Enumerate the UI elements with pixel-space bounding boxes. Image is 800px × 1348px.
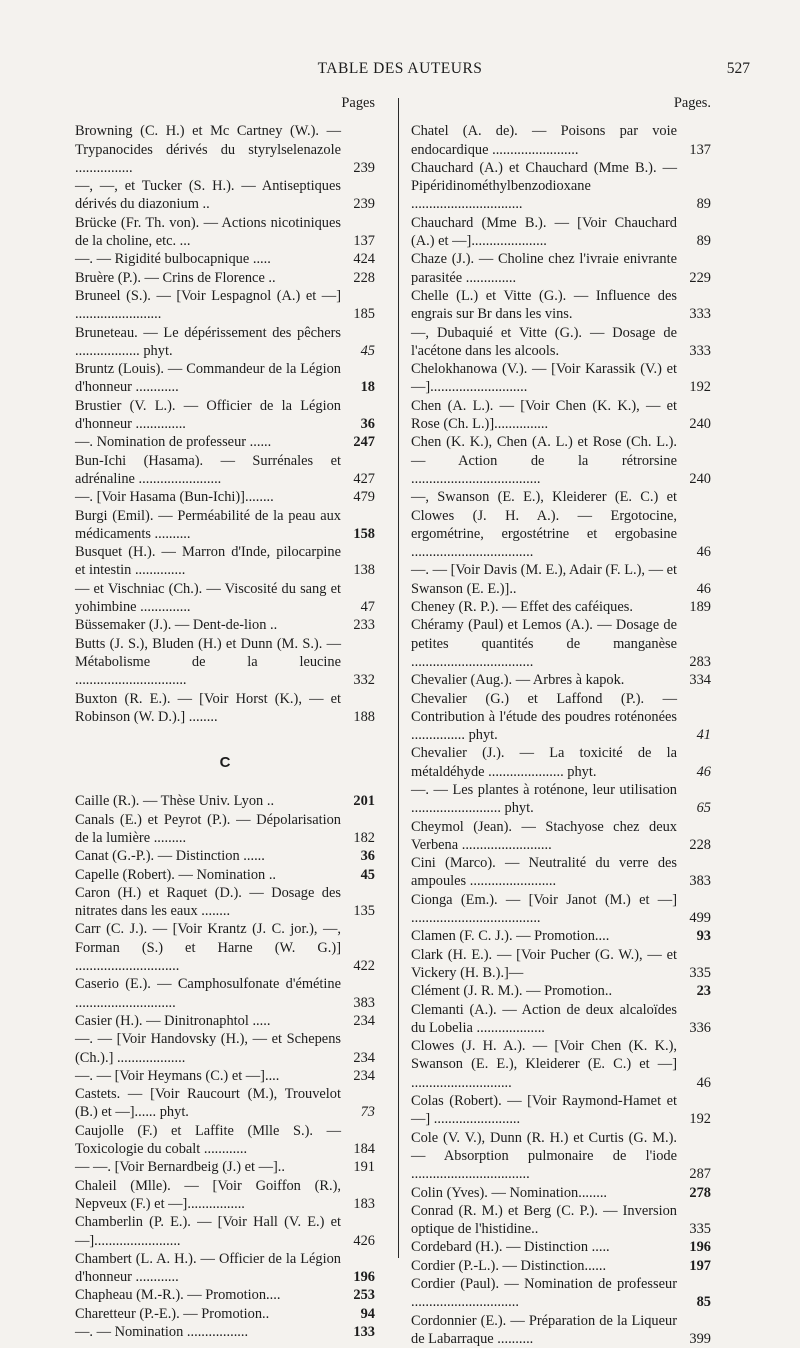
index-entry (411, 927, 711, 945)
index-entry (75, 580, 375, 617)
entry-page: 36 (360, 416, 375, 433)
index-entry (75, 1323, 375, 1341)
index-entry (411, 598, 711, 616)
entry-page: 201 (353, 793, 375, 810)
entry-page: 137 (353, 233, 375, 250)
entry-page: 18 (360, 379, 375, 396)
entry-page: 133 (353, 1324, 375, 1340)
entry-text: Cordonnier (E.). — Préparation de la Liqueur de Labarraque .......... (411, 1312, 677, 1347)
index-entry (75, 884, 375, 921)
entry-page: 46 (696, 544, 711, 561)
index-entry (411, 854, 711, 891)
entry-text: —. — Rigidité bulbocapnique ..... (75, 251, 271, 268)
index-entry (411, 690, 711, 745)
entry-page: 158 (353, 525, 375, 542)
entry-page: 197 (689, 1257, 711, 1274)
entry-text: Chevalier (J.). — La toxicité de la métaldéhyde ..................... phyt. (411, 745, 677, 780)
index-entry (75, 287, 375, 324)
entry-page: 93 (696, 928, 711, 945)
index-entry (75, 1012, 375, 1030)
entry-text: Browning (C. H.) et Mc Cartney (W.). — Trypanocides dérivés du styrylselenazole ................ (75, 123, 341, 176)
entry-page: 253 (353, 1287, 375, 1304)
entry-page: 334 (689, 672, 711, 689)
entry-text: Charetteur (P.-E.). — Promotion.. (75, 1305, 270, 1322)
index-entry (411, 671, 711, 689)
index-entry (411, 781, 711, 818)
index-entry (411, 433, 711, 488)
entry-page: 191 (353, 1159, 375, 1176)
index-entry (75, 397, 375, 434)
entry-text: Chapheau (M.-R.). — Promotion.... (75, 1287, 281, 1304)
entry-text: Chevalier (G.) et Laffond (P.). — Contribution à l'étude des poudres roténonées ............... phyt. (411, 690, 677, 744)
index-entry (411, 818, 711, 855)
entry-page: 85 (696, 1294, 711, 1311)
index-entry (75, 1085, 375, 1122)
entry-page: 239 (353, 159, 375, 176)
entry-text: Bun-Ichi (Hasama). — Surrénales et adrénaline ....................... (75, 452, 341, 487)
entry-list (75, 122, 375, 726)
entry-text: Clemanti (A.). — Action de deux alcaloïdes du Lobelia ................... (411, 1001, 677, 1036)
entry-page: 422 (353, 958, 375, 975)
entry-page: 184 (353, 1141, 375, 1158)
entry-text: Canat (G.-P.). — Distinction ...... (75, 848, 265, 865)
entry-text: Cordier (Paul). — Nomination de professeur .............................. (411, 1276, 677, 1311)
entry-page: 89 (696, 196, 711, 213)
entry-page: 89 (696, 233, 711, 250)
index-entry (75, 1030, 375, 1067)
entry-text: Caille (R.). — Thèse Univ. Lyon .. (75, 793, 275, 810)
column-divider (398, 98, 399, 1258)
entry-text: Chamberlin (P. E.). — [Voir Hall (V. E.) et —]........................ (75, 1214, 341, 1249)
index-entry (411, 1001, 711, 1038)
entry-text: —, Dubaquié et Vitte (G.). — Dosage de l'acétone dans les alcools. (411, 324, 677, 359)
entry-text: —. [Voir Hasama (Bun-Ichi)]........ (75, 489, 274, 506)
entry-text: — —. [Voir Bernardbeig (J.) et —].. (75, 1159, 285, 1176)
entry-page: 196 (353, 1269, 375, 1286)
section-letter: C (219, 754, 231, 772)
entry-text: Castets. — [Voir Raucourt (M.), Trouvelot (B.) et —]...... phyt. (75, 1086, 341, 1121)
entry-text: Clark (H. E.). — [Voir Pucher (G. W.), — et Vickery (H. B.).]— (411, 946, 677, 981)
index-entry (75, 1177, 375, 1214)
index-entry (75, 1122, 375, 1159)
index-entry (75, 452, 375, 489)
entry-page: 196 (689, 1239, 711, 1256)
entry-text: Büssemaker (J.). — Dent-de-lion .. (75, 617, 278, 634)
entry-text: Cheney (R. P.). — Effet des caféiques. (411, 599, 633, 616)
entry-page: 73 (360, 1104, 375, 1121)
entry-text: Busquet (H.). — Marron d'Inde, pilocarpine et intestin .............. (75, 544, 341, 579)
entry-page: 192 (689, 1111, 711, 1128)
index-entry (75, 975, 375, 1012)
index-entry (411, 122, 711, 159)
index-entry (75, 616, 375, 634)
entry-text: Chaze (J.). — Choline chez l'ivraie enivrante parasitée .............. (411, 251, 677, 286)
entry-page: 135 (353, 903, 375, 920)
index-entry (75, 866, 375, 884)
entry-page: 228 (353, 269, 375, 286)
entry-page: 189 (689, 599, 711, 616)
entry-text: Chen (K. K.), Chen (A. L.) et Rose (Ch. L.). — Action de la rétrorsine .................................... (411, 434, 677, 487)
entry-page: 247 (353, 434, 375, 451)
entry-text: Chelle (L.) et Vitte (G.). — Influence des engrais sur Br dans les vins. (411, 287, 677, 323)
entry-page: 229 (689, 269, 711, 286)
index-entry (411, 360, 711, 397)
entry-page: 283 (689, 653, 711, 670)
index-entry (75, 635, 375, 690)
entry-page: 137 (689, 141, 711, 158)
entry-text: Caserio (E.). — Camphosulfonate d'émétine ............................ (75, 976, 341, 1011)
entry-text: Cordebard (H.). — Distinction ..... (411, 1239, 610, 1256)
entry-text: Conrad (R. M.) et Berg (C. P.). — Inversion optique de l'histidine.. (411, 1202, 677, 1238)
entry-text: —. — [Voir Davis (M. E.), Adair (F. L.), — et Swanson (E. E.)].. (411, 562, 677, 597)
entry-text: Chelokhanowa (V.). — [Voir Karassik (V.) et —]........................... (411, 361, 677, 396)
entry-text: Canals (E.) et Peyrot (P.). — Dépolarisation de la lumière ......... (75, 811, 341, 846)
entry-text: —. — Les plantes à roténone, leur utilisation ......................... phyt. (411, 781, 677, 817)
entry-page: 46 (696, 1074, 711, 1091)
right-column (411, 94, 711, 1348)
entry-page: 46 (696, 763, 711, 780)
entry-text: Cheymol (Jean). — Stachyose chez deux Verbena ......................... (411, 818, 677, 853)
entry-page: 383 (689, 873, 711, 890)
index-entry (411, 1129, 711, 1184)
entry-text: Clément (J. R. M.). — Promotion.. (411, 983, 613, 1000)
index-entry (411, 561, 711, 598)
index-entry (75, 488, 375, 506)
index-entry (411, 1184, 711, 1202)
entry-page: 233 (353, 617, 375, 634)
entry-page: 41 (696, 727, 711, 744)
entry-text: Brustier (V. L.). — Officier de la Légion d'honneur .............. (75, 397, 341, 433)
entry-page: 234 (353, 1012, 375, 1029)
page-title: TABLE DES AUTEURS (317, 60, 483, 77)
entry-text: Chaleil (Mlle). — [Voir Goiffon (R.), Nepveux (F.) et —]................ (75, 1177, 341, 1212)
index-entry (411, 744, 711, 781)
entry-text: Burgi (Emil). — Perméabilité de la peau aux médicaments .......... (75, 507, 341, 542)
index-entry (411, 1275, 711, 1312)
entry-page: 383 (353, 994, 375, 1011)
entry-text: Bruneel (S.). — [Voir Lespagnol (A.) et —] ........................ (75, 287, 341, 323)
entry-page: 333 (689, 342, 711, 359)
entry-page: 278 (689, 1184, 711, 1201)
entry-text: Colas (Robert). — [Voir Raymond-Hamet et —] ........................ (411, 1093, 677, 1128)
entry-text: Cionga (Em.). — [Voir Janot (M.) et —] .................................... (411, 891, 677, 927)
entry-page: 332 (353, 672, 375, 689)
index-entry (411, 1238, 711, 1256)
entry-page: 45 (360, 866, 375, 883)
index-entry (75, 811, 375, 848)
pages-label: Pages. (673, 95, 711, 111)
left-column (75, 94, 375, 1341)
entry-page: 47 (360, 599, 375, 616)
entry-page: 240 (689, 470, 711, 487)
index-entry (75, 1305, 375, 1323)
index-entry (75, 433, 375, 451)
entry-page: 427 (353, 470, 375, 487)
entry-page: 23 (696, 983, 711, 1000)
index-entry (75, 250, 375, 268)
entry-page: 228 (689, 836, 711, 853)
index-entry (75, 847, 375, 865)
entry-text: Clowes (J. H. A.). — [Voir Chen (K. K.), Swanson (E. E.), Kleiderer (E. C.) et —] ............................ (411, 1038, 677, 1091)
entry-page: 138 (353, 562, 375, 579)
index-entry (75, 507, 375, 544)
index-entry (75, 269, 375, 287)
entry-page: 45 (360, 342, 375, 359)
index-entry (75, 1067, 375, 1085)
entry-text: —. — [Voir Handovsky (H.), — et Schepens (Ch.).] ................... (75, 1031, 341, 1066)
entry-text: Chéramy (Paul) et Lemos (A.). — Dosage de petites quantités de manganèse .................................. (411, 617, 677, 670)
entry-page: 426 (353, 1232, 375, 1249)
entry-page: 183 (353, 1195, 375, 1212)
index-entry (411, 946, 711, 983)
entry-page: 479 (353, 489, 375, 506)
index-entry (75, 543, 375, 580)
entry-text: Chen (A. L.). — [Voir Chen (K. K.), — et Rose (Ch. L.)]............... (411, 397, 677, 433)
entry-text: Bruère (P.). — Crins de Florence .. (75, 269, 276, 286)
entry-text: —. — [Voir Heymans (C.) et —].... (75, 1067, 280, 1084)
entry-list (411, 122, 711, 1348)
page-number: 527 (726, 60, 750, 77)
entry-text: Capelle (Robert). — Nomination .. (75, 866, 277, 883)
entry-text: Chauchard (Mme B.). — [Voir Chauchard (A.) et —]..................... (411, 214, 677, 250)
entry-text: —, Swanson (E. E.), Kleiderer (E. C.) et Clowes (J. H. A.). — Ergotocine, ergométrine, ergostétrine et ergobasine .................................. (411, 489, 677, 561)
index-entry (411, 250, 711, 287)
index-entry (75, 122, 375, 177)
entry-text: Chevalier (Aug.). — Arbres à kapok. (411, 672, 625, 689)
index-entry (75, 324, 375, 361)
index-entry (75, 1158, 375, 1176)
entry-text: —. — Nomination ................. (75, 1324, 249, 1340)
entry-text: Cole (V. V.), Dunn (R. H.) et Curtis (G. M.). — Absorption pulmonaire de l'iode ................................. (411, 1129, 677, 1183)
index-entry (411, 287, 711, 324)
index-entry (411, 397, 711, 434)
entry-list (75, 792, 375, 1341)
entry-text: Chauchard (A.) et Chauchard (Mme B.). — Pipéridinométhylbenzodioxane ............................... (411, 159, 677, 213)
entry-text: Bruntz (Louis). — Commandeur de la Légion d'honneur ............ (75, 361, 341, 396)
entry-page: 399 (689, 1330, 711, 1347)
entry-page: 335 (689, 964, 711, 981)
entry-text: Carr (C. J.). — [Voir Krantz (J. C. jor.), —, Forman (S.) et Harne (W. G.)] ............................. (75, 921, 341, 975)
entry-page: 94 (360, 1305, 375, 1322)
entry-text: Caujolle (F.) et Laffite (Mlle S.). — Toxicologie du cobalt ............ (75, 1122, 341, 1158)
entry-text: Caron (H.) et Raquet (D.). — Dosage des nitrates dans les eaux ........ (75, 884, 341, 920)
entry-text: Casier (H.). — Dinitronaphtol ..... (75, 1012, 271, 1029)
entry-text: —. Nomination de professeur ...... (75, 434, 272, 451)
entry-page: 287 (689, 1166, 711, 1183)
entry-page: 234 (353, 1067, 375, 1084)
entry-page: 499 (689, 910, 711, 927)
index-entry (411, 214, 711, 251)
index-entry (75, 214, 375, 251)
index-entry (411, 616, 711, 671)
index-entry (411, 1312, 711, 1348)
index-entry (411, 982, 711, 1000)
entry-text: Buxton (R. E.). — [Voir Horst (K.), — et Robinson (W. D.).] ........ (75, 690, 341, 725)
index-entry (411, 324, 711, 361)
entry-page: 239 (353, 196, 375, 213)
entry-text: Bruneteau. — Le dépérissement des pêchers .................. phyt. (75, 324, 341, 359)
index-entry (75, 360, 375, 397)
entry-text: Clamen (F. C. J.). — Promotion.... (411, 928, 610, 945)
entry-text: Butts (J. S.), Bluden (H.) et Dunn (M. S.). — Métabolisme de la leucine ............................... (75, 635, 341, 689)
pages-label: Pages (341, 95, 375, 111)
entry-text: —, —, et Tucker (S. H.). — Antiseptiques dérivés du diazonium .. (75, 178, 341, 213)
entry-text: Cordier (P.-L.). — Distinction...... (411, 1257, 607, 1274)
index-entry (75, 690, 375, 727)
entry-page: 333 (689, 306, 711, 323)
index-entry (411, 891, 711, 928)
index-entry (411, 1257, 711, 1275)
entry-page: 336 (689, 1019, 711, 1036)
entry-page: 65 (696, 800, 711, 817)
entry-page: 424 (353, 251, 375, 268)
index-entry (411, 159, 711, 214)
entry-page: 240 (689, 416, 711, 433)
index-entry (75, 920, 375, 975)
entry-page: 234 (353, 1049, 375, 1066)
entry-text: Chatel (A. de). — Poisons par voie endocardique ........................ (411, 123, 677, 158)
index-entry (75, 792, 375, 810)
index-entry (75, 1286, 375, 1304)
index-entry (411, 1092, 711, 1129)
entry-page: 335 (689, 1221, 711, 1238)
entry-page: 36 (360, 848, 375, 865)
entry-text: Brücke (Fr. Th. von). — Actions nicotiniques de la choline, etc. ... (75, 214, 341, 250)
entry-text: Cini (Marco). — Neutralité du verre des ampoules ........................ (411, 855, 677, 890)
entry-page: 188 (353, 708, 375, 725)
index-entry (411, 1202, 711, 1239)
index-entry (411, 488, 711, 561)
entry-text: — et Vischniac (Ch.). — Viscosité du sang et yohimbine .............. (75, 580, 341, 616)
entry-page: 192 (689, 379, 711, 396)
entry-page: 182 (353, 829, 375, 846)
index-entry (75, 1250, 375, 1287)
entry-text: Colin (Yves). — Nomination........ (411, 1184, 608, 1201)
entry-text: Chambert (L. A. H.). — Officier de la Légion d'honneur ............ (75, 1250, 341, 1286)
entry-page: 46 (696, 580, 711, 597)
index-entry (411, 1037, 711, 1092)
entry-page: 185 (353, 306, 375, 323)
index-entry (75, 1213, 375, 1250)
index-entry (75, 177, 375, 214)
